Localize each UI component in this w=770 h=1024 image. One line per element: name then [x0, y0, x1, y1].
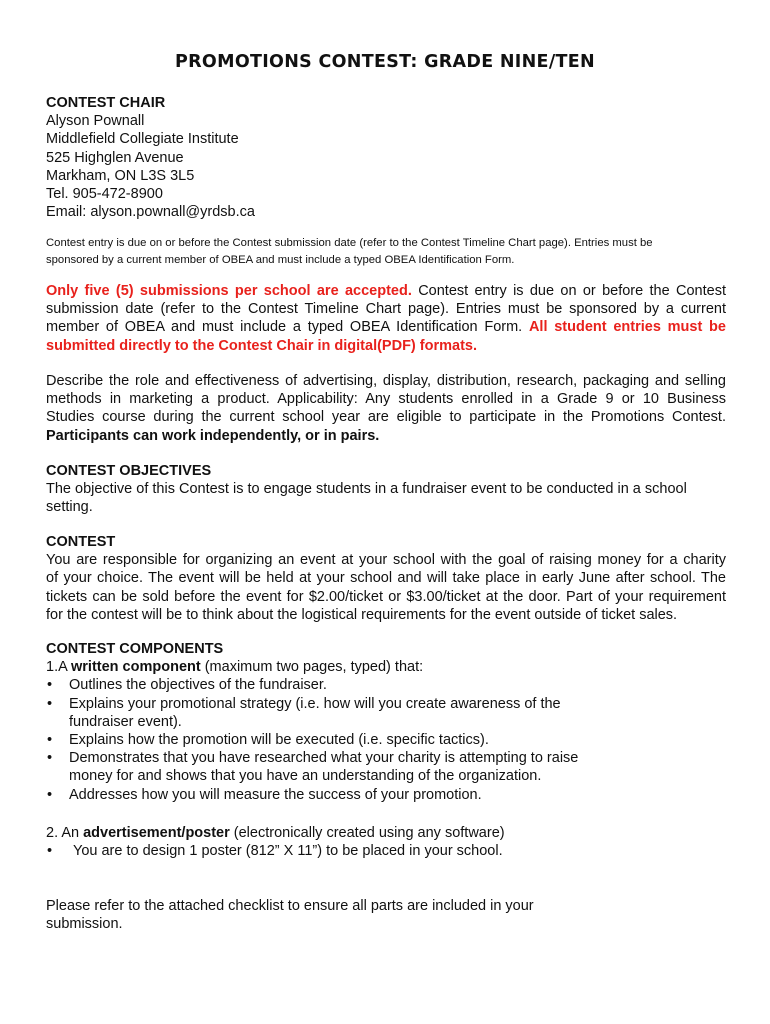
- submission-digital-notice: submitted directly to the Contest Chair in digital(PDF) formats.: [46, 337, 477, 354]
- describe-paragraph: [46, 372, 726, 445]
- chair-email: Email: alyson.pownall@yrdsb.ca: [46, 204, 255, 221]
- bullet-text: Explains your promotional strategy (i.e. how will you create awareness of the: [69, 695, 561, 712]
- describe-line: Studies course during the current school year are eligible to participate in the Promotions Contest.: [46, 409, 726, 426]
- contest-chair-heading: CONTEST CHAIR: [46, 95, 166, 111]
- small-note-line: sponsored by a current member of OBEA and must include a typed OBEA Identification Form.: [46, 254, 515, 266]
- bullet-icon: •: [47, 750, 53, 767]
- item-number: 2. An: [46, 825, 84, 841]
- bullet-icon: •: [47, 695, 53, 712]
- contest-line: tickets can be sold before the event for $2.00/ticket or $3.00/ticket at the door. Part of your requirement: [46, 588, 726, 605]
- submission-text: Contest entry is due on or before the Contest: [411, 283, 726, 299]
- bullet-icon: •: [47, 732, 53, 749]
- objectives-section: [46, 462, 726, 517]
- bullet-text: You are to design 1 poster (812” X 11”) to be placed in your school.: [73, 843, 503, 860]
- objectives-line: The objective of this Contest is to engage students in a fundraiser event to be conducted in a school: [46, 481, 687, 498]
- objectives-heading: CONTEST OBJECTIVES: [46, 463, 212, 479]
- item-number: 1.A: [46, 659, 71, 676]
- chair-street: 525 Highglen Avenue: [46, 149, 184, 166]
- chair-tel: Tel. 905-472-8900: [46, 186, 163, 203]
- chair-name: Alyson Pownall: [46, 113, 145, 130]
- bullet-icon: •: [47, 786, 53, 803]
- submission-digital-notice: All student entries must be: [528, 319, 726, 336]
- components-section: [46, 640, 726, 804]
- closing-line: Please refer to the attached checklist to ensure all parts are included in your: [46, 898, 534, 914]
- chair-school: Middlefield Collegiate Institute: [46, 131, 239, 148]
- contest-line: You are responsible for organizing an event at your school with the goal of raising money for a charity: [46, 552, 726, 569]
- bullet-icon: •: [47, 843, 53, 860]
- components-heading: CONTEST COMPONENTS: [46, 641, 224, 657]
- describe-line: Describe the role and effectiveness of advertising, display, distribution, research, packaging and selling: [46, 373, 726, 389]
- describe-line: methods in marketing a product. Applicability: Any students enrolled in a Grade 9 or 10 Business: [46, 391, 726, 408]
- written-component-label: written component: [71, 659, 201, 676]
- bullet-text: money for and shows that you have an understanding of the organization.: [69, 768, 542, 785]
- contest-line: for the contest will be to think about the logistical requirements for the event outside of ticket sales.: [46, 606, 678, 623]
- component-item-poster: [46, 824, 726, 860]
- bullet-item: [46, 842, 726, 860]
- submission-line: submission date (refer to the Contest Timeline Chart page). Entries must be sponsored by a current: [46, 301, 726, 318]
- bullet-item: [46, 731, 726, 749]
- bullet-text: fundraiser event).: [69, 713, 182, 730]
- objectives-line: setting.: [46, 499, 93, 516]
- component-item-written: [46, 658, 726, 676]
- bullet-item: [46, 749, 726, 785]
- bullet-item: [46, 676, 726, 694]
- submission-text: member of OBEA and must include a typed OBEA Identification Form.: [46, 319, 529, 336]
- pairs-note: Participants can work independently, or in pairs.: [46, 427, 380, 444]
- contest-line: of your choice. The event will be held at your school and will take place in early June after school. The: [46, 570, 726, 587]
- submission-line: [46, 318, 726, 336]
- small-note: [46, 235, 726, 269]
- bullet-text: Addresses how you will measure the success of your promotion.: [69, 786, 482, 803]
- poster-item-line: [46, 824, 726, 842]
- bullet-text: Explains how the promotion will be executed (i.e. specific tactics).: [69, 732, 489, 749]
- closing-line: submission.: [46, 916, 123, 933]
- contest-chair-block: [46, 94, 726, 221]
- small-note-line: Contest entry is due on or before the Contest submission date (refer to the Contest Timeline Chart page). Entries must be: [46, 237, 653, 249]
- submission-line: [46, 282, 726, 300]
- written-component-desc: (maximum two pages, typed) that:: [200, 659, 424, 676]
- bullet-text: Outlines the objectives of the fundraiser.: [69, 677, 327, 694]
- poster-desc: (electronically created using any software): [229, 825, 505, 841]
- chair-city: Markham, ON L3S 3L5: [46, 167, 195, 184]
- contest-heading: CONTEST: [46, 534, 116, 550]
- bullet-text: Demonstrates that you have researched what your charity is attempting to raise: [69, 750, 579, 767]
- bullet-item: [46, 786, 726, 804]
- bullet-icon: •: [47, 677, 53, 694]
- poster-label: advertisement/poster: [83, 825, 230, 841]
- closing-paragraph: [46, 897, 726, 933]
- page-title: PROMOTIONS CONTEST: GRADE NINE/TEN: [175, 52, 595, 72]
- bullet-item: [46, 695, 726, 731]
- submission-paragraph: [46, 282, 726, 355]
- contest-section: [46, 533, 726, 624]
- submission-limit-text: Only five (5) submissions per school are accepted.: [46, 283, 412, 299]
